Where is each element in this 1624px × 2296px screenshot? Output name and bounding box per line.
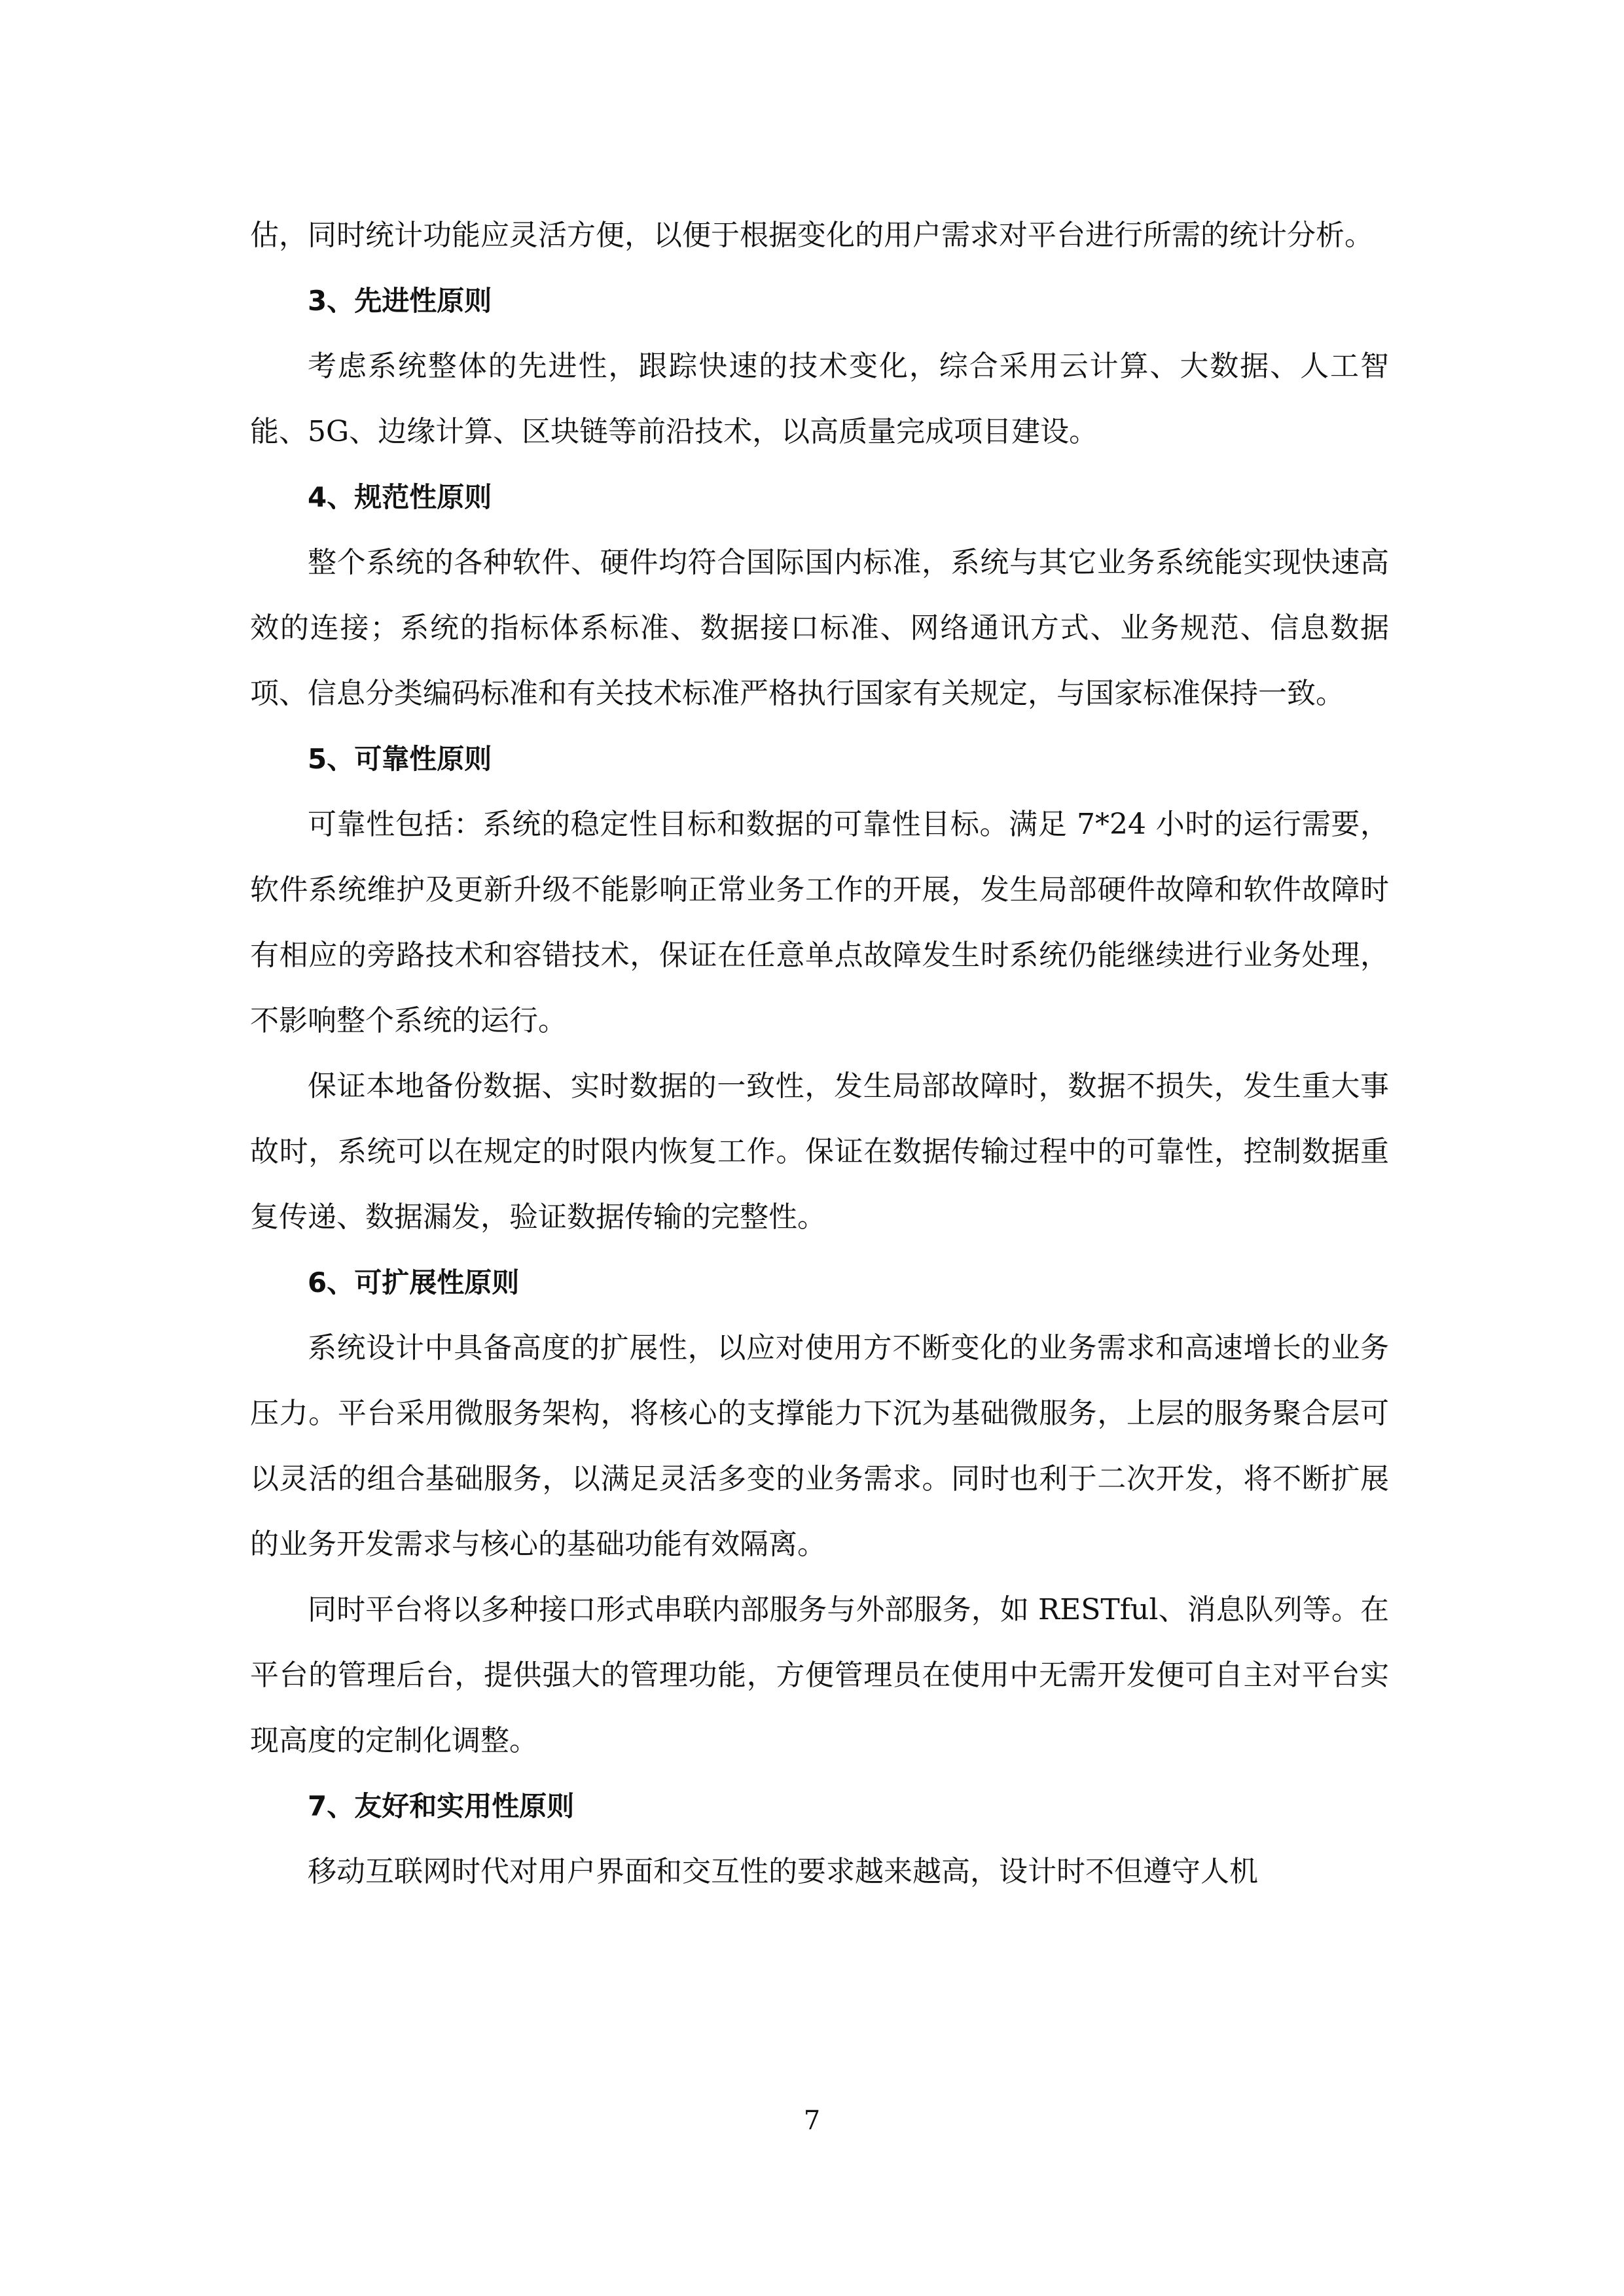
paragraph-scalability-2: 同时平台将以多种接口形式串联内部服务与外部服务，如 RESTful、消息队列等。在平台的管理后台，提供强大的管理功能，方便管理员在使用中无需开发便可自主对平台实现高度的定制化调整。 [250, 1593, 1389, 1757]
paragraph-reliability-2: 保证本地备份数据、实时数据的一致性，发生局部故障时，数据不损失，发生重大事故时，系统可以在规定的时限内恢复工作。保证在数据传输过程中的可靠性，控制数据重复传递、数据漏发，验证数据传输的完整性。 [250, 1069, 1389, 1234]
document-body [250, 203, 1389, 1905]
paragraph-advanced: 考虑系统整体的先进性，跟踪快速的技术变化，综合采用云计算、大数据、人工智能、5G、边缘计算、区块链等前沿技术，以高质量完成项目建设。 [250, 350, 1389, 448]
section-heading-reliability: 5、可靠性原则 [308, 743, 492, 775]
paragraph-standard: 整个系统的各种软件、硬件均符合国际国内标准，系统与其它业务系统能实现快速高效的连接；系统的指标体系标准、数据接口标准、网络通讯方式、业务规范、信息数据项、信息分类编码标准和有关技术标准严格执行国家有关规定，与国家标准保持一致。 [250, 546, 1389, 710]
paragraph-scalability-1: 系统设计中具备高度的扩展性，以应对使用方不断变化的业务需求和高速增长的业务压力。平台采用微服务架构，将核心的支撑能力下沉为基础微服务，上层的服务聚合层可以灵活的组合基础服务，以满足灵活多变的业务需求。同时也利于二次开发，将不断扩展的业务开发需求与核心的基础功能有效隔离。 [250, 1331, 1389, 1561]
page-number: 7 [803, 2106, 821, 2136]
paragraph-usability: 移动互联网时代对用户界面和交互性的要求越来越高，设计时不但遵守人机 [308, 1855, 1258, 1888]
section-heading-standard: 4、规范性原则 [308, 481, 492, 513]
section-heading-advanced: 3、先进性原则 [308, 285, 492, 317]
section-heading-scalability: 6、可扩展性原则 [308, 1266, 520, 1299]
section-heading-usability: 7、友好和实用性原则 [308, 1790, 575, 1822]
paragraph-continuation: 估，同时统计功能应灵活方便，以便于根据变化的用户需求对平台进行所需的统计分析。 [250, 219, 1373, 252]
paragraph-reliability-1: 可靠性包括：系统的稳定性目标和数据的可靠性目标。满足 7*24 小时的运行需要，软件系统维护及更新升级不能影响正常业务工作的开展，发生局部硬件故障和软件故障时有相应的旁路技术和容错技术，保证在任意单点故障发生时系统仍能继续进行业务处理，不影响整个系统的运行。 [250, 808, 1389, 1037]
